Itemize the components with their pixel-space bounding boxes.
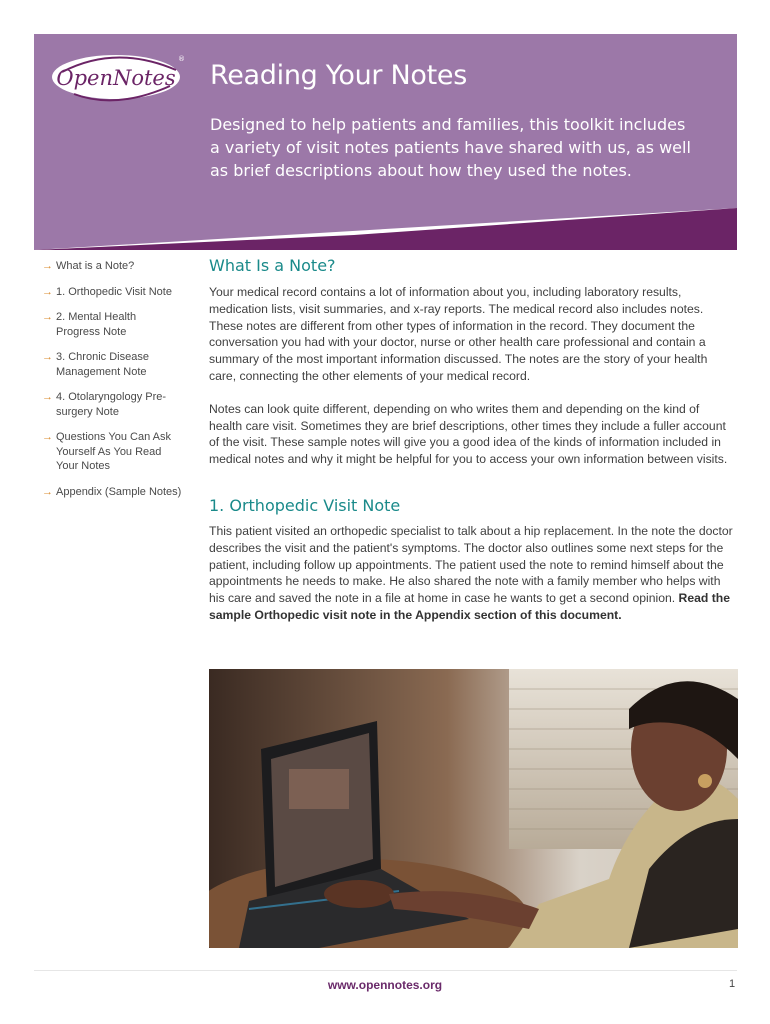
toc-item-appendix[interactable]: → Appendix (Sample Notes) [42, 485, 182, 498]
right-arrow-icon: → [42, 485, 53, 498]
toc-item-chronic-disease[interactable]: → 3. Chronic Disease Management Note [42, 351, 149, 378]
toc-item-otolaryngology[interactable]: → 4. Otolaryngology Pre-surgery Note [42, 391, 167, 418]
toc-item-what-is-a-note[interactable]: → What is a Note? [42, 260, 135, 272]
opennotes-logo[interactable] [46, 50, 186, 108]
page-number: 1 [729, 978, 736, 990]
toc-sidebar [42, 259, 182, 510]
section-heading-what-is-a-note: What Is a Note? [209, 256, 336, 275]
section2-paragraph [209, 523, 734, 624]
right-arrow-icon: → [42, 431, 53, 443]
website-link[interactable]: www.opennotes.org [327, 978, 443, 992]
toc-item-mental-health[interactable]: → 2. Mental Health Progress Note [42, 311, 137, 338]
right-arrow-icon: → [42, 351, 53, 363]
right-arrow-icon: → [42, 285, 53, 298]
svg-text:®: ® [178, 55, 185, 63]
svg-text:OpenNotes: OpenNotes [56, 66, 176, 90]
appendix-reference-link[interactable]: Read the sample Orthopedic visit note in the Appendix section of this document. [209, 591, 731, 622]
section1-paragraph-2: Notes can look quite different, depending on who writes them and depending on the kind of health care visit. Sometimes they are brief descriptions, other times they include a fuller account of the visit. These sample notes will give you a good idea of the kinds of information included in medical notes and why it might be helpful for you to access your own information between visits. [209, 401, 728, 467]
header-band [34, 34, 737, 250]
section1-paragraph-1: Your medical record contains a lot of information about you, including laboratory results, medication lists, visit summaries, and x-ray reports. The medical record also includes notes. These notes are different from other types of information in the record. They document the conversation you had with your doctor, nurse or other health care professional and contain a summary of the most important information discussed. The notes are the story of your health care, connecting the other elements of your medical record. [209, 285, 708, 383]
patient-laptop-photo [209, 669, 738, 948]
right-arrow-icon: → [42, 391, 53, 403]
main-content [209, 256, 734, 624]
page-title: Reading Your Notes [210, 60, 467, 91]
section-heading-orthopedic [209, 496, 734, 515]
toc-item-orthopedic[interactable]: → 1. Orthopedic Visit Note [42, 285, 172, 298]
toc-item-questions[interactable]: → Questions You Can Ask Yourself As You Read Your Notes [42, 431, 171, 472]
right-arrow-icon: → [42, 311, 53, 323]
section2-body: This patient visited an orthopedic specialist to talk about a hip replacement. In the note the doctor describes the visit and the patient's symptoms. The doctor also outlines some next steps for the patient, including follow up appointments. The patient used the note to remind himself about the appointments he needs to make. He also shared the note with a family member who helps with his care and saved the note in a file at home in case he wants to get a second opinion. [209, 523, 733, 606]
right-arrow-icon: → [42, 260, 53, 272]
section-number: 1. [209, 495, 225, 515]
page-subtitle: Designed to help patients and families, this toolkit includes a variety of visit notes patients have shared with us, as well as brief descriptions about how they used the notes. [210, 115, 691, 180]
footer-divider [34, 970, 737, 971]
section-title: Orthopedic Visit Note [229, 495, 401, 515]
